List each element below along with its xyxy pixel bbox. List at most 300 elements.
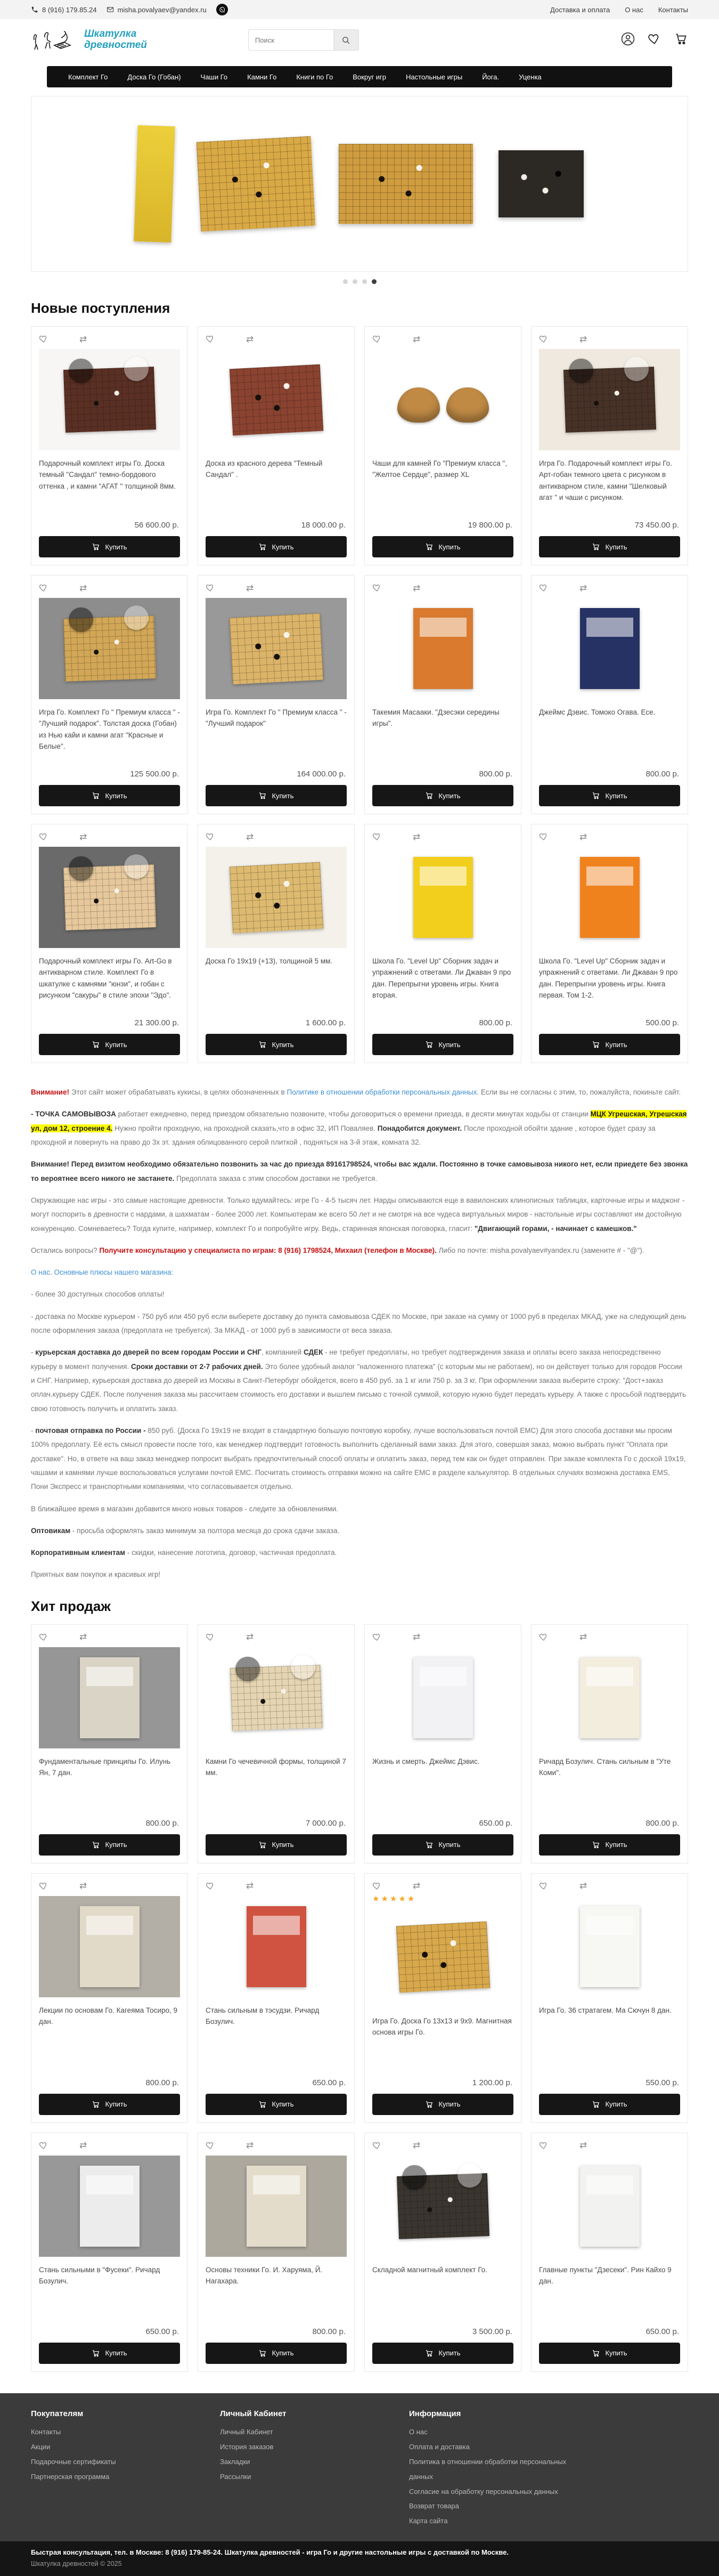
text-link[interactable]: Политике в отношении обработки персональных данных — [287, 1088, 477, 1096]
text-segment: - доставка по Москве курьером - 750 руб или 450 руб если выберете доставку до пункта самовывоза СДЕК по Москве, при заказе на сумму от 1000 руб в пределах МКАД, уже на следующий день после оформления заказа (предоплата не требуется). За МКАД - от 1000 руб в зависимости от веса заказа. — [31, 1312, 687, 1335]
product-photo-placeholder — [580, 1906, 640, 1987]
footer-column-title: Покупателям — [31, 2409, 84, 2418]
product-title[interactable]: Игра Го. Доска Го 13х13 и 9х9. Магнитная основа игры Го. — [372, 2016, 512, 2037]
product-photo-placeholder — [63, 864, 156, 930]
buy-button-label: Купить — [605, 1040, 627, 1049]
footer-column — [31, 2409, 220, 2529]
info-paragraph — [31, 1424, 688, 1494]
buy-button[interactable] — [539, 2094, 680, 2115]
product-price: 19 800.00 р. — [468, 521, 512, 530]
product-photo-placeholder — [230, 1665, 322, 1731]
buy-button[interactable] — [39, 1834, 180, 1856]
compare-arrows-icon[interactable]: ⇄ — [79, 1881, 87, 1891]
footer — [0, 2393, 719, 2542]
product-title[interactable]: Камни Го чечевичной формы, толщиной 7 мм. — [206, 1757, 346, 1777]
product-image[interactable] — [206, 1896, 347, 1997]
product-image[interactable] — [39, 2156, 180, 2257]
compare-arrows-icon[interactable]: ⇄ — [413, 1632, 421, 1642]
wishlist-heart-icon[interactable] — [372, 1632, 382, 1642]
carousel-dot[interactable] — [372, 279, 377, 284]
buy-button[interactable] — [206, 785, 347, 806]
cart-icon — [592, 1841, 600, 1849]
buy-button[interactable] — [539, 2343, 680, 2364]
buy-button[interactable] — [372, 785, 513, 806]
hero-dark-set-photo — [499, 150, 584, 217]
footer-link[interactable]: Подарочные сертификаты — [31, 2457, 116, 2466]
buy-button[interactable] — [39, 1034, 180, 1055]
text-segment: - — [31, 1348, 36, 1357]
text-segment: Понадобится документ. — [377, 1124, 462, 1132]
product-price: 73 450.00 р. — [634, 521, 679, 530]
text-segment: В ближайшее время в магазин добавится много новых товаров - следите за обновлениями. — [31, 1504, 339, 1513]
compare-arrows-icon[interactable]: ⇄ — [579, 582, 587, 593]
footer-link[interactable]: Карта сайта — [409, 2517, 448, 2525]
product-title[interactable]: Лекции по основам Го. Кагеяма Тосиро, 9 дан. — [39, 2006, 177, 2026]
product-image[interactable] — [372, 1907, 513, 2008]
product-price: 21 300.00 р. — [134, 1018, 179, 1027]
product-title[interactable]: Подарочный комплект игры Го. Доска темный "Сандал" темно-бордового оттенка , и камни "АГАТ " толщиной 8мм. — [39, 459, 176, 490]
buy-button[interactable] — [39, 2094, 180, 2115]
product-image[interactable] — [39, 1896, 180, 1997]
compare-arrows-icon[interactable]: ⇄ — [413, 2140, 421, 2151]
compare-arrows-icon[interactable]: ⇄ — [579, 1632, 587, 1642]
compare-arrows-icon[interactable]: ⇄ — [413, 334, 421, 344]
text-segment: 850 руб. (Доска Го 19x19 не входит в стандартную большую почтовую коробку, лучше воспользоваться почтой ЕМС) Для этого способа доставки мы просим 100% предоплату. Её есть смысл провести после того, как менеджер подтвердит готовность выполнить сделанный вами заказ. Для этого, совершая заказ, можно выбрать пункт "Оплата при доставке". Но, в ответе на ваш заказ менеджер попросит выбрать предпочтительный способ оплаты и оплатить заказ, перед тем как он будет отправлен. При заказе комплекта Го с доской 19x19, чашами и камнями лучше воспользоваться услугами почтой ЕМС. Посчитать стоимость отправки можно на сайте ЕМС в разделе калькулятор. В отдельных случаях возможна доставка EMS, Пони Экспресс и транспортными компаниями, что согласовывается отдельно. — [31, 1426, 686, 1491]
wishlist-heart-icon[interactable] — [206, 1881, 215, 1891]
info-paragraph — [31, 1244, 688, 1258]
compare-arrows-icon[interactable]: ⇄ — [413, 582, 421, 593]
text-segment: Остались вопросы? — [31, 1246, 100, 1254]
info-paragraph — [31, 1107, 688, 1149]
info-paragraph — [31, 1546, 688, 1560]
info-paragraph — [31, 1310, 688, 1338]
product-card — [531, 1624, 688, 1864]
buy-button-label: Купить — [105, 542, 127, 551]
footer-link[interactable]: Закладки — [220, 2457, 250, 2466]
product-card — [364, 326, 521, 565]
text-segment: - не требует предоплаты, но требует подтверждения заказа и оплаты всего заказа непосредственно курьеру в момент получения. — [31, 1348, 661, 1371]
product-price: 1 600.00 р. — [305, 1018, 346, 1027]
buy-button[interactable] — [206, 1034, 347, 1055]
main-nav — [47, 66, 672, 87]
info-paragraph — [31, 1346, 688, 1416]
product-price: 56 600.00 р. — [134, 521, 179, 530]
account-icon[interactable] — [621, 32, 635, 48]
compare-arrows-icon[interactable]: ⇄ — [79, 582, 87, 593]
cart-icon — [425, 1040, 434, 1049]
buy-button-label: Купить — [605, 2349, 627, 2358]
product-title[interactable]: Игра Го. Комплект Го " Премиум класса " - "Лучший подарок". Толстая доска (Гобан) из Нью кайи и камни агат "Красные и Белые". — [39, 708, 180, 750]
wishlist-heart-icon[interactable] — [372, 583, 382, 593]
nav-item[interactable]: Камни Го — [247, 72, 277, 81]
product-image[interactable] — [206, 2156, 347, 2257]
nav-item[interactable]: Йога. — [482, 72, 500, 81]
wishlist-heart-icon[interactable] — [539, 832, 549, 841]
compare-arrows-icon[interactable]: ⇄ — [79, 334, 87, 344]
nav-item[interactable]: Уценка — [519, 72, 542, 81]
text-segment: МЦК Угрешская, Угрешская ул, дом 12, строение 4. — [31, 1110, 687, 1132]
carousel-dot[interactable] — [353, 279, 357, 284]
text-segment: - ТОЧКА САМОВЫВОЗА — [31, 1110, 116, 1119]
buy-button-label: Купить — [438, 542, 461, 551]
wishlist-heart-icon[interactable] — [372, 334, 382, 344]
nav-item[interactable]: Настольные игры — [406, 72, 463, 81]
buy-button[interactable] — [39, 2343, 180, 2364]
buy-button[interactable] — [206, 536, 347, 557]
product-image[interactable] — [539, 1647, 680, 1748]
product-photo-placeholder — [80, 1906, 140, 1987]
section-title-bestsellers: Хит продаж — [31, 1598, 111, 1614]
buy-button-label: Купить — [438, 1040, 461, 1049]
wishlist-heart-icon[interactable] — [539, 1632, 549, 1642]
buy-button-label: Купить — [272, 2349, 294, 2358]
product-image[interactable] — [372, 2156, 513, 2257]
product-title[interactable]: Джеймс Дэвис. Томоко Огава. Есе. — [539, 708, 656, 716]
compare-arrows-icon[interactable]: ⇄ — [79, 831, 87, 842]
product-image[interactable] — [539, 847, 680, 948]
cart-icon — [425, 542, 434, 551]
buy-button[interactable] — [539, 1034, 680, 1055]
product-title[interactable]: Игра Го. Подарочный комплект игры Го. Арт-гобан темного цвета с рисунком в антикварном стиле, камни "Шелковый агат " и чаши с рисунком. — [539, 459, 672, 501]
buy-button-label: Купить — [605, 791, 627, 800]
product-image[interactable] — [206, 1647, 347, 1748]
product-photo-placeholder — [63, 615, 156, 682]
buy-button[interactable] — [372, 1034, 513, 1055]
product-image[interactable] — [539, 2156, 680, 2257]
product-card — [531, 326, 688, 565]
nav-item[interactable]: Доска Го (Гобан) — [127, 72, 181, 81]
product-image[interactable] — [206, 349, 347, 450]
cart-icon — [92, 1040, 100, 1049]
product-image[interactable] — [539, 349, 680, 450]
footer-link[interactable]: О нас — [409, 2427, 428, 2436]
product-title[interactable]: Игра Го. Комплект Го " Премиум класса " - "Лучший подарок" — [206, 708, 347, 728]
footer-link[interactable]: Личный Кабинет — [220, 2427, 273, 2436]
buy-button-label: Купить — [105, 1841, 127, 1849]
product-image[interactable] — [372, 598, 513, 699]
topbar-link[interactable]: Контакты — [658, 5, 688, 14]
hero-carousel[interactable] — [31, 96, 688, 272]
wishlist-heart-icon[interactable] — [206, 1632, 215, 1642]
buy-button-label: Купить — [105, 791, 127, 800]
product-price: 650.00 р. — [646, 2327, 679, 2336]
footer-link[interactable]: Возврат товара — [409, 2502, 459, 2510]
text-segment: почтовая отправка по России - — [35, 1426, 146, 1435]
cart-icon — [425, 2100, 434, 2109]
info-paragraph — [31, 1086, 688, 1099]
wishlist-heart-icon[interactable] — [372, 2141, 382, 2150]
wishlist-heart-icon[interactable] — [39, 583, 48, 593]
nav-item[interactable]: Вокруг игр — [353, 72, 387, 81]
product-image[interactable] — [39, 349, 180, 450]
wishlist-heart-icon[interactable] — [206, 334, 215, 344]
product-title[interactable]: Основы техники Го. И. Харуяма, Й. Нагахара. — [206, 2265, 323, 2286]
buy-button[interactable] — [539, 536, 680, 557]
text-segment: "Двигающий горами, - начинает с камешков." — [474, 1224, 637, 1233]
cart-icon — [425, 2349, 434, 2358]
product-price: 800.00 р. — [145, 1818, 179, 1828]
product-photo-placeholder — [247, 1906, 306, 1987]
topbar-links — [550, 6, 688, 14]
product-card — [364, 575, 521, 814]
text-segment: . — [50, 1268, 54, 1277]
product-image[interactable] — [539, 598, 680, 699]
buy-button-label: Купить — [438, 1841, 461, 1849]
nav-item[interactable]: Чаши Го — [200, 72, 228, 81]
buy-button[interactable] — [206, 2094, 347, 2115]
wishlist-header-icon[interactable] — [648, 32, 661, 48]
product-photo-placeholder — [396, 1922, 489, 1993]
product-card — [364, 824, 521, 1063]
footer-link[interactable]: Рассылки — [220, 2472, 251, 2481]
text-segment: курьерская доставка до дверей по всем городам России и СНГ — [35, 1348, 262, 1357]
logo[interactable] — [31, 27, 147, 53]
product-image[interactable] — [372, 1647, 513, 1748]
buy-button-label: Купить — [605, 542, 627, 551]
whatsapp-icon[interactable] — [216, 4, 228, 15]
product-price: 800.00 р. — [646, 769, 679, 779]
compare-arrows-icon[interactable]: ⇄ — [579, 334, 587, 344]
product-title[interactable]: Стань сильными в "Фусеки". Ричард Бозулич. — [39, 2265, 160, 2286]
product-photo-placeholder — [80, 2166, 140, 2247]
cart-icon — [258, 1040, 267, 1049]
product-title[interactable]: Стань сильным в тэсудзи. Ричард Бозулич. — [206, 2006, 320, 2026]
compare-arrows-icon[interactable]: ⇄ — [79, 1632, 87, 1642]
text-segment: Сроки доставки от 2-7 рабочих дней. — [130, 1362, 263, 1371]
product-photo-placeholder — [80, 1657, 140, 1738]
product-card — [531, 2133, 688, 2372]
product-image[interactable] — [372, 847, 513, 948]
product-price: 800.00 р. — [479, 1018, 512, 1027]
product-price: 650.00 р. — [312, 2078, 346, 2087]
footer-link[interactable]: Партнерская программа — [31, 2472, 110, 2481]
cart-icon — [592, 791, 600, 800]
product-photo-placeholder — [563, 367, 656, 433]
product-photo-placeholder — [229, 613, 323, 684]
product-image[interactable] — [206, 847, 347, 948]
text-link[interactable]: Основные плюсы нашего магазина: — [54, 1268, 174, 1277]
product-title[interactable]: Школа Го. "Level Up" Сборник задач и упражнений с ответами. Ли Джаван 9 про дан. Перепрыгни уровень игры. Книга вторая. — [372, 957, 511, 999]
wishlist-heart-icon[interactable] — [39, 334, 48, 344]
bestsellers-grid — [31, 1624, 688, 2372]
text-segment: Этот сайт может обрабатывать кукисы, в целях обозначенных в — [69, 1088, 287, 1096]
text-segment: Предоплата заказа с этим способом доставки не требуется. — [174, 1174, 378, 1182]
product-price: 800.00 р. — [479, 769, 512, 779]
text-segment: - более 30 доступных способов оплаты! — [31, 1290, 165, 1299]
product-card — [198, 1873, 355, 2123]
phone-contact — [31, 6, 97, 14]
compare-arrows-icon[interactable]: ⇄ — [413, 831, 421, 842]
wishlist-heart-icon[interactable] — [39, 1881, 48, 1891]
product-title[interactable]: Жизнь и смерть. Джеймс Дэвис. — [372, 1757, 480, 1765]
product-image[interactable] — [39, 1647, 180, 1748]
product-title[interactable]: Такемия Масааки. "Дзесэки середины игры". — [372, 708, 500, 728]
wishlist-heart-icon[interactable] — [539, 2141, 549, 2150]
carousel-dot[interactable] — [343, 279, 348, 284]
product-title[interactable]: Фундаментальные принципы Го. Илунь Ян, 7 дан. — [39, 1757, 171, 1777]
buy-button[interactable] — [206, 1834, 347, 1856]
wishlist-heart-icon[interactable] — [372, 1881, 382, 1891]
cart-icon — [258, 1841, 267, 1849]
compare-arrows-icon[interactable]: ⇄ — [246, 334, 254, 344]
product-card — [364, 1624, 521, 1864]
footer-column-title: Информация — [409, 2409, 461, 2418]
footer-link[interactable]: Согласие на обработку персональных данных — [409, 2487, 558, 2496]
footer-link[interactable]: Оплата и доставка — [409, 2442, 470, 2451]
product-image[interactable] — [372, 349, 513, 450]
section-title-new-arrivals: Новые поступления — [31, 300, 170, 316]
topbar-link[interactable]: О нас — [625, 5, 643, 14]
email-contact — [107, 6, 207, 14]
buy-button[interactable] — [539, 1834, 680, 1856]
product-card — [531, 575, 688, 814]
footer-link[interactable]: История заказов — [220, 2442, 274, 2451]
product-card — [198, 1624, 355, 1864]
product-title[interactable]: Школа Го. "Level Up" Сборник задач и упражнений с ответами. Ли Джаван 9 про дан. Перепрыгни уровень игры. Книга первая. Том 1-2. — [539, 957, 678, 999]
buy-button[interactable] — [372, 536, 513, 557]
compare-arrows-icon[interactable]: ⇄ — [246, 1881, 254, 1891]
cart-icon — [92, 2100, 100, 2109]
product-card — [31, 1873, 188, 2123]
buy-button[interactable] — [539, 785, 680, 806]
nav-item[interactable]: Комплект Го — [68, 72, 108, 81]
compare-arrows-icon[interactable]: ⇄ — [579, 1881, 587, 1891]
compare-arrows-icon[interactable]: ⇄ — [246, 2140, 254, 2151]
product-title[interactable]: Доска из красного дерева "Темный Сандал" . — [206, 459, 323, 479]
buy-button[interactable] — [372, 2094, 513, 2115]
product-title[interactable]: Чаши для камней Го "Премиум класса ", "Желтое Сердце", размер XL — [372, 459, 508, 479]
text-segment: - — [31, 1426, 36, 1435]
product-photo-placeholder — [413, 1657, 473, 1738]
cart-icon — [592, 542, 600, 551]
compare-arrows-icon[interactable]: ⇄ — [413, 1881, 421, 1891]
cart-icon[interactable] — [674, 32, 688, 48]
product-photo-placeholder — [580, 2166, 640, 2247]
footer-column — [409, 2409, 598, 2529]
product-photo-placeholder — [247, 2166, 306, 2247]
product-photo-placeholder — [229, 862, 323, 933]
wishlist-heart-icon[interactable] — [39, 2141, 48, 2150]
product-price: 650.00 р. — [479, 1818, 512, 1828]
text-link[interactable]: О нас — [31, 1268, 50, 1277]
product-price: 125 500.00 р. — [130, 769, 179, 779]
product-photo-placeholder — [396, 370, 490, 429]
compare-arrows-icon[interactable]: ⇄ — [579, 2140, 587, 2151]
text-segment: Окружающие нас игры - это самые настоящие древности. Только вдумайтесь: игре Го - 4-5 тысяч лет. Нарды описываются еще в вавилонских клинописных таблицах, карточные игры и маджонг - могут поспорить в древности с нардами, а шахматам - более 2000 лет. Компьютерам же всего 50 лет и не смотря на все чудеса виртуальных миров - настольные игры составляют им достойную конкуренцию. Сомневаетесь? Тогда купите, например, комплект Го и попробуйте игру. Ведь, старинная японская поговорка, гласит: — [31, 1196, 685, 1233]
product-photo-placeholder — [413, 857, 473, 938]
product-price: 1 200.00 р. — [472, 2078, 512, 2087]
hero-go-board-photo — [196, 136, 315, 231]
info-paragraph — [31, 1287, 688, 1301]
product-title[interactable]: Игра Го. 36 стратагем. Ма Сючун 8 дан. — [539, 2006, 672, 2014]
buy-button[interactable] — [206, 2343, 347, 2364]
product-card — [31, 1624, 188, 1864]
cart-icon — [92, 2349, 100, 2358]
product-card — [31, 326, 188, 565]
wishlist-heart-icon[interactable] — [206, 2141, 215, 2150]
bottom-bar — [0, 2541, 719, 2576]
compare-arrows-icon[interactable]: ⇄ — [246, 831, 254, 842]
product-image[interactable] — [39, 847, 180, 948]
product-price: 550.00 р. — [646, 2078, 679, 2087]
wishlist-heart-icon[interactable] — [206, 832, 215, 841]
cart-icon — [258, 791, 267, 800]
compare-arrows-icon[interactable]: ⇄ — [246, 582, 254, 593]
site-header — [0, 19, 719, 61]
text-segment: - скидки, нанесение логотипа, договор, частичная предоплата. — [125, 1549, 337, 1557]
topbar-link[interactable]: Доставка и оплата — [550, 5, 610, 14]
search-input[interactable] — [248, 29, 333, 51]
search-icon — [341, 36, 350, 45]
buy-button[interactable] — [372, 2343, 513, 2364]
product-title[interactable]: Главные пункты "Дзесеки". Рин Кайхо 9 дан. — [539, 2265, 672, 2286]
buy-button[interactable] — [39, 785, 180, 806]
info-paragraph — [31, 1568, 688, 1582]
footer-column-title: Личный Кабинет — [220, 2409, 287, 2418]
text-segment: . Если вы не согласны с этим, то, пожалуйста, покиньте сайт. — [477, 1088, 681, 1096]
text-segment: Внимание! — [31, 1088, 69, 1096]
wishlist-heart-icon[interactable] — [39, 1632, 48, 1642]
info-text-block — [31, 1086, 688, 1582]
nav-item[interactable]: Книги по Го — [296, 72, 333, 81]
wishlist-heart-icon[interactable] — [206, 583, 215, 593]
logo-figures-illustration — [31, 27, 80, 53]
product-title[interactable]: Складной магнитный комплект Го. — [372, 2265, 487, 2274]
product-photo-placeholder — [580, 1657, 640, 1738]
buy-button[interactable] — [372, 1834, 513, 1856]
wishlist-heart-icon[interactable] — [39, 832, 48, 841]
product-image[interactable] — [39, 598, 180, 699]
product-price: 650.00 р. — [145, 2327, 179, 2336]
buy-button-label: Купить — [105, 2349, 127, 2358]
product-card — [198, 2133, 355, 2372]
footer-consultation-line: Быстрая консультация, тел. в Москве: 8 (916) 179-85-24. Шкатулка древностей - игра Го и другие настольные игры с доставкой по Москве. — [31, 2548, 509, 2557]
buy-button[interactable] — [39, 536, 180, 557]
wishlist-heart-icon[interactable] — [539, 583, 549, 593]
footer-link[interactable]: Контакты — [31, 2427, 61, 2436]
text-segment: Это более удобный аналог "наложенного платежа" (с которым мы не работаем), но он действует только для городов России и СНГ. Например, курьерская доставка до дверей из Москвы в Санкт-Петербург обойдется, всего в 450 руб. за 1 кг или 750 р. за 3 кг. При оформлении заказа выберите строку: "Дост+заказ оплач.курьеру СДЕК. После получения заказа мы рассчитаем стоимость его доставки и вышлем письмо с точной суммой, которую нужно будет передать курьеру. А также с просьбой подтвердить свою готовность получить и оплатить заказ. — [31, 1362, 687, 1413]
footer-link[interactable]: Акции — [31, 2442, 51, 2451]
rating-stars: ★★★★★ — [372, 1894, 416, 1903]
compare-arrows-icon[interactable]: ⇄ — [79, 2140, 87, 2151]
text-segment: , компанией — [262, 1348, 304, 1357]
text-segment: работает ежедневно, перед приездом обязательно позвоните, чтобы договориться о времени приезда, в десяти минутах ходьбы от станции — [116, 1110, 591, 1119]
text-segment: - просьба оформлять заказ минимум за полтора месяца до срока сдачи заказа. — [70, 1526, 340, 1535]
compare-arrows-icon[interactable]: ⇄ — [579, 831, 587, 842]
wishlist-heart-icon[interactable] — [372, 832, 382, 841]
text-segment: После проходной обойти здание , которое будет сразу за проходной и повернуть на право до 3х эт. здания облицованного серой плиткой , подняться на 3-й этаж, комната 32. — [31, 1124, 656, 1146]
buy-button-label: Купить — [605, 2100, 627, 2109]
product-title[interactable]: Подарочный комплект игры Го. Art-Go в антикварном стиле. Комплект Го в шкатулке с камнями "юнзи", и гобан с рисунком "сакуры" в стиле эпохи "Эдо". — [39, 957, 172, 999]
compare-arrows-icon[interactable]: ⇄ — [246, 1632, 254, 1642]
product-image[interactable] — [539, 1896, 680, 1997]
wishlist-heart-icon[interactable] — [539, 334, 549, 344]
footer-link[interactable]: Политика в отношении обработки персональных данных — [409, 2457, 567, 2481]
envelope-icon — [107, 6, 114, 13]
cart-icon — [592, 1040, 600, 1049]
product-card — [364, 2133, 521, 2372]
product-image[interactable] — [206, 598, 347, 699]
search-button[interactable] — [333, 29, 359, 51]
product-card — [198, 824, 355, 1063]
product-title[interactable]: Доска Го 19х19 (+13), толщиной 5 мм. — [206, 957, 333, 965]
product-photo-placeholder — [63, 367, 156, 433]
wishlist-heart-icon[interactable] — [539, 1881, 549, 1891]
info-paragraph — [31, 1194, 688, 1236]
product-title[interactable]: Ричард Бозулич. Стань сильным в "Уте Коми". — [539, 1757, 671, 1777]
carousel-dot[interactable] — [362, 279, 367, 284]
cart-icon — [425, 791, 434, 800]
